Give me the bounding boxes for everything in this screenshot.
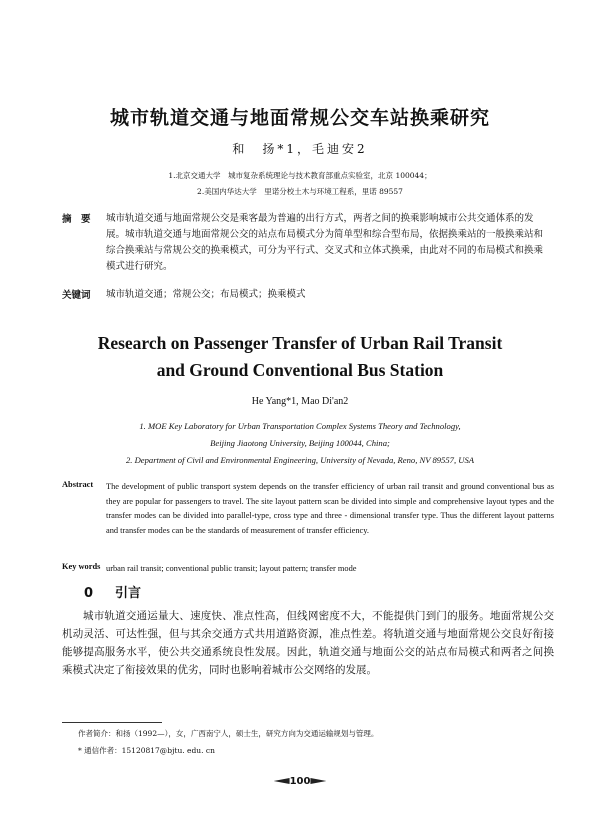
affiliation-en-2: Beijing Jiaotong University, Beijing 100044, China; — [210, 438, 390, 448]
section-title: 引言 — [115, 586, 142, 601]
keywords-en — [62, 562, 554, 577]
keywords-cn-label: 关键词 — [62, 290, 91, 301]
page-number-text: 100 — [289, 776, 311, 787]
affiliation-cn-1: 1.北京交通大学 城市复杂系统理论与技术教育部重点实验室，北京 100044； — [168, 171, 432, 180]
affiliation-en-1: 1. MOE Key Laboratory for Urban Transportation Complex Systems Theory and Technology, — [139, 421, 461, 431]
intro-paragraph: 城市轨道交通运量大、速度快、准点性高，但线网密度不大，不能提供门到门的服务。地面常规公交机动灵活、可达性强，但与其余交通方式共用道路资源，准点性差。将轨道交通与地面常规公交良好衔接能够提高服务水平，使公共交通系统良性发展。因此，轨道交通与地面公交的站点布局模式和两者之间换乘模式决定了衔接效果的优劣，同时也影响着城市公交网络的发展。 — [62, 610, 554, 676]
title-en-line-2: and Ground Conventional Bus Station — [156, 360, 444, 380]
footnote-corresponding: * 通信作者：15120817@bjtu. edu. cn — [78, 746, 215, 755]
abstract-cn — [62, 211, 552, 275]
abstract-cn-text: 城市轨道交通与地面常规公交是乘客最为普遍的出行方式，两者之间的换乘影响城市公共交通体系的发展。城市轨道交通与地面常规公交的站点布局模式分为简单型和综合型布局，依据换乘站的一般换乘站和综合换乘站与常规公交的换乘模式，可分为平行式、交叉式和立体式换乘，由此对不同的布局模式和换乘模式进行研究。 — [106, 213, 544, 272]
section-heading — [84, 582, 141, 601]
abstract-cn-label: 摘 要 — [62, 214, 91, 225]
title-en-line-1: Research on Passenger Transfer of Urban Rail Transit — [97, 333, 503, 353]
keywords-cn — [62, 287, 552, 303]
page-number — [0, 776, 600, 787]
keywords-en-text: urban rail transit; conventional public transit; layout pattern; transfer mode — [106, 564, 357, 573]
title-cn: 城市轨道交通与地面常规公交车站换乘研究 — [109, 107, 490, 129]
section-number: 0 — [84, 586, 94, 601]
footnote-divider — [62, 722, 162, 723]
title-en — [0, 330, 600, 384]
affiliation-cn-2: 2.美国内华达大学 里诺分校土木与环境工程系，里诺 89557 — [197, 187, 403, 196]
affiliations-cn — [0, 168, 600, 200]
footnote-author-bio: 作者简介：和扬（1992—），女，广西南宁人，硕士生，研究方向为交通运输规划与管理。 — [78, 729, 379, 738]
left-arrow-icon — [274, 778, 290, 784]
abstract-en — [62, 480, 554, 538]
affiliations-en — [0, 418, 600, 469]
abstract-en-label: Abstract — [62, 480, 94, 489]
right-arrow-icon — [310, 778, 326, 784]
keywords-cn-text: 城市轨道交通；常规公交；布局模式；换乘模式 — [106, 289, 306, 300]
affiliation-en-3: 2. Department of Civil and Environmental Engineering, University of Nevada, Reno, NV 89557, USA — [126, 455, 474, 465]
authors-cn: 和 扬*1，毛迪安2 — [232, 142, 368, 156]
authors-en: He Yang*1, Mao Di'an2 — [251, 396, 349, 407]
keywords-en-label: Key words — [62, 562, 101, 571]
abstract-en-text: The development of public transport system depends on the transfer efficiency of urban rail transit and ground conventional bus as they are popular for passengers to travel. The site layout pattern scan be divided into simple and comprehensive layout types and the transfer modes can be divided into parallel-type, cross type and three - dimensional transfer type. Thus the different layout patterns and transfer modes can be the standards of measurement of transfer efficiency. — [106, 482, 554, 535]
